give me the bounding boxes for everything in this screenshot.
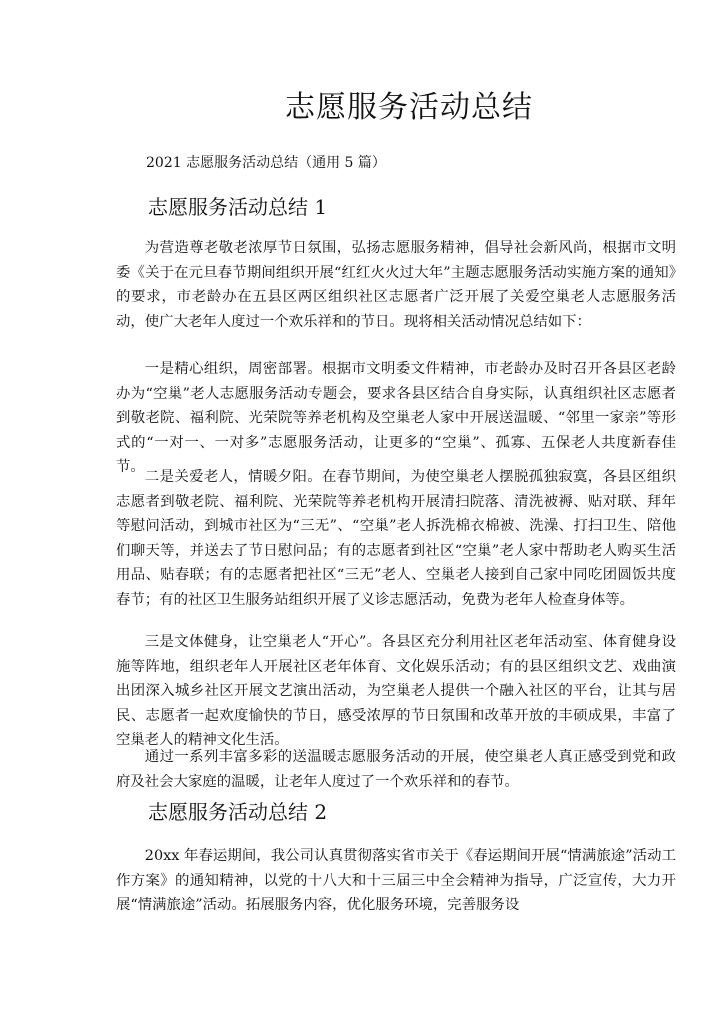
section-1-paragraph-1: 为营造尊老敬老浓厚节日氛围，弘扬志愿服务精神，倡导社会新风尚，根据市文明委《关于在元旦春节期间组织开展“红红火火过大年”主题志愿服务活动实施方案的通知》的要求，市老龄办在五县区两区组织社区志愿者广泛开展了关爱空巢老人志愿服务活动，使广大老年人度过一个欢乐祥和的节日。现将相关活动情况总结如下： bbox=[116, 240, 676, 330]
section-1-paragraph-2: 一是精心组织，周密部署。根据市文明委文件精神，市老龄办及时召开各县区老龄办为“空巢”老人志愿服务活动专题会，要求各县区结合自身实际，认真组织社区志愿者到敬老院、福利院、光荣院等养老机构及空巢老人家中开展送温暖、“邻里一家亲”等形式的“一对一、一对多”志愿服务活动，让更多的“空巢”、孤寡、五保老人共度新春佳节。 bbox=[116, 361, 676, 476]
section-1-paragraph-5: 通过一系列丰富多彩的送温暖志愿服务活动的开展，使空巢老人真正感受到党和政府及社会大家庭的温暖，让老年人度过了一个欢乐祥和的春节。 bbox=[116, 749, 676, 790]
section-1-paragraph-3: 二是关爱老人，情暖夕阳。在春节期间，为使空巢老人摆脱孤独寂寞，各县区组织志愿者到敬老院、福利院、光荣院等养老机构开展清扫院落、清洗被褥、贴对联、拜年等慰问活动，到城市社区为“三无”、“空巢”老人拆洗棉衣棉被、洗澡、打扫卫生、陪他们聊天等，并送去了节日慰问品；有的志愿者到社区“空巢”老人家中帮助老人购买生活用品、贴春联；有的志愿者把社区“三无”老人、空巢老人接到自己家中同吃团圆饭共度春节；有的社区卫生服务站组织开展了义诊志愿活动，免费为老年人检查身体等。 bbox=[116, 469, 676, 608]
section-2-paragraph-1: 20xx 年春运期间，我公司认真贯彻落实省市关于《春运期间开展“情满旅途”活动工作方案》的通知精神，以党的十八大和十三届三中全会精神为指导，广泛宣传，大力开展“情满旅途”活动。拓展服务内容，优化服务环境，完善服务设 bbox=[116, 848, 676, 914]
section-1-paragraph-4: 三是文体健身，让空巢老人“开心”。各县区充分利用社区老年活动室、体育健身设施等阵地，组织老年人开展社区老年体育、文化娱乐活动；有的县区组织文艺、戏曲演出团深入城乡社区开展文艺演出活动，为空巢老人提供一个融入社区的平台，让其与居民、志愿者一起欢度愉快的节日，感受浓厚的节日氛围和改革开放的丰硕成果，丰富了空巢老人的精神文化生活。 bbox=[116, 634, 676, 749]
section-heading-1: 志愿服务活动总结 1 bbox=[148, 195, 328, 219]
document-title: 志愿服务活动总结 bbox=[285, 90, 533, 125]
document-subtitle: 2021 志愿服务活动总结（通用 5 篇） bbox=[146, 155, 386, 171]
section-heading-2: 志愿服务活动总结 2 bbox=[148, 800, 328, 824]
